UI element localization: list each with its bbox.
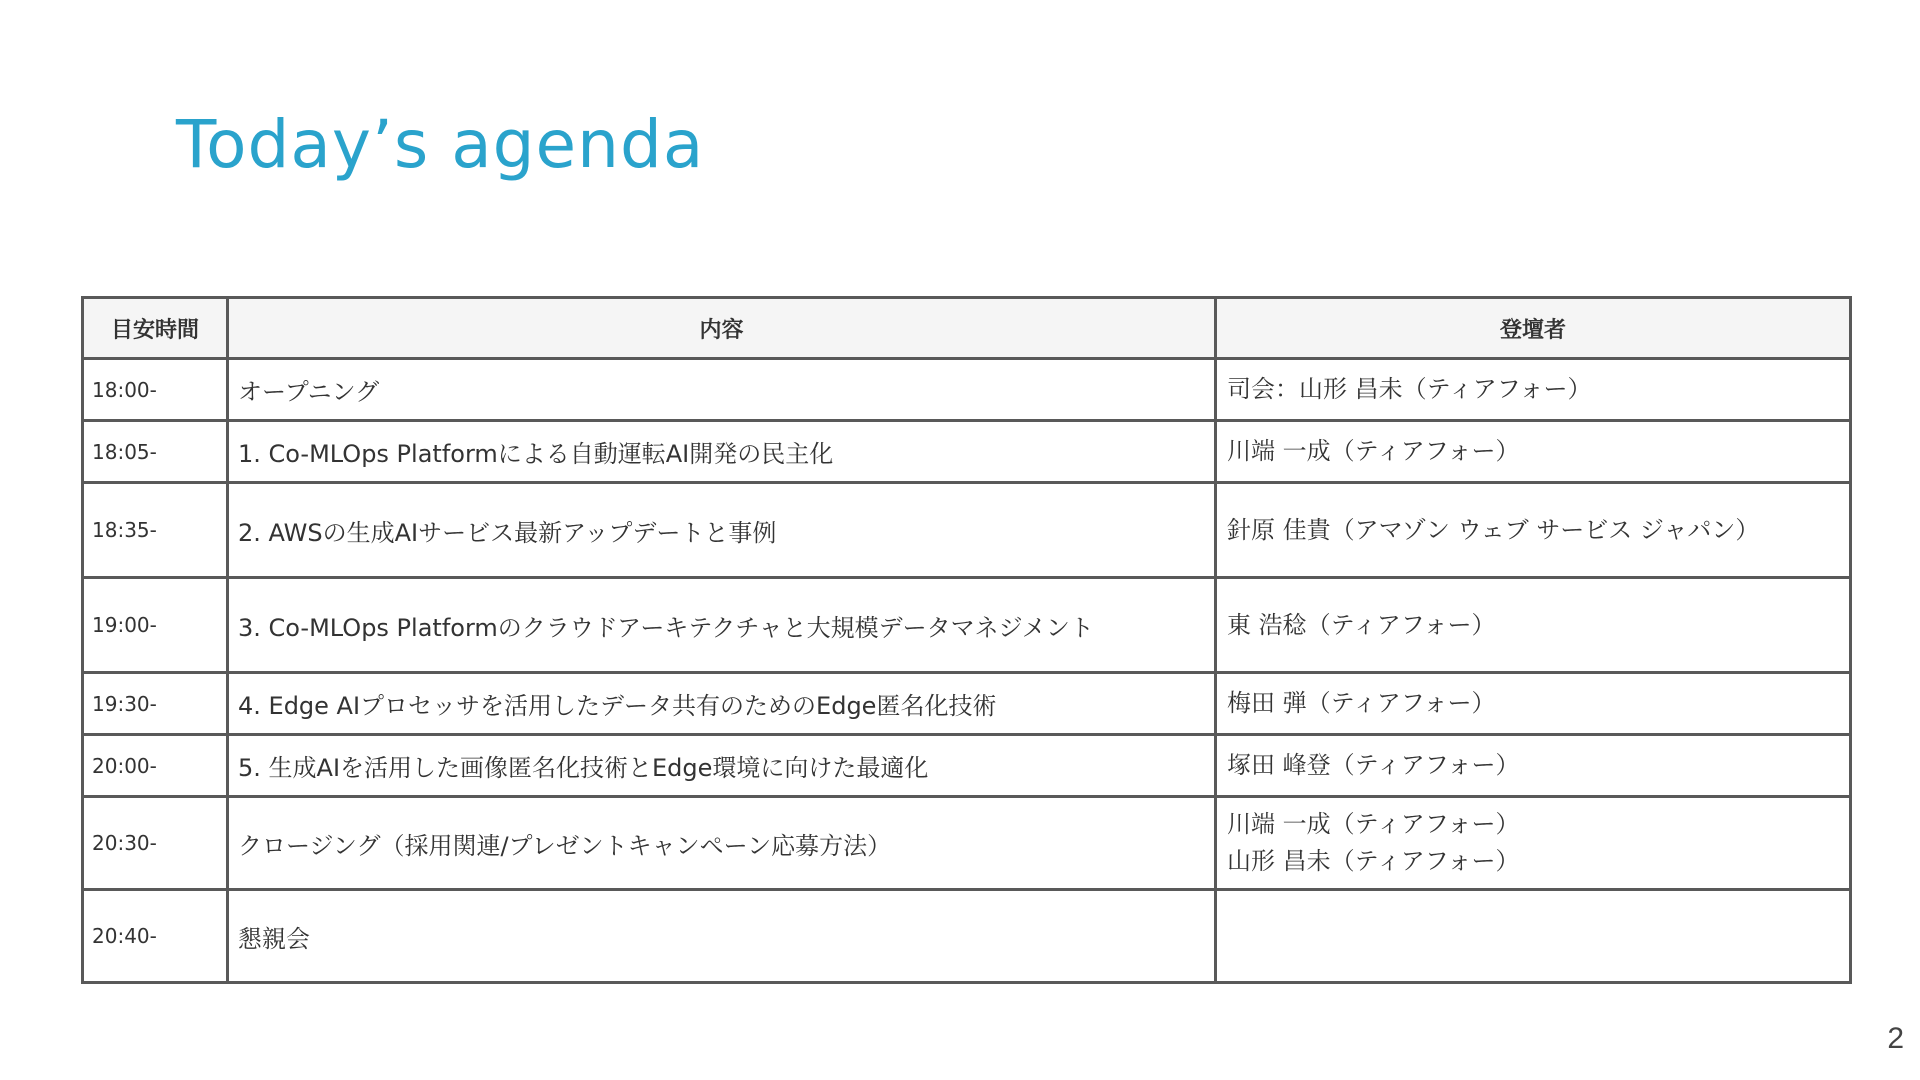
table-row (83, 797, 1851, 890)
table-row (83, 483, 1851, 578)
row-speaker (1216, 673, 1851, 735)
speaker-name: 司会：山形 昌未（ティアフォー） (1227, 375, 1592, 403)
header-content: 内容 (228, 298, 1216, 359)
speaker-name: 川端 一成（ティアフォー） (1227, 437, 1520, 465)
row-content: 2. AWSの生成AIサービス最新アップデートと事例 (228, 483, 1216, 578)
speaker-name: 東 浩稔（ティアフォー） (1227, 610, 1496, 639)
row-speaker (1216, 890, 1851, 983)
speaker-name: 山形 昌未（ティアフォー） (1227, 847, 1520, 875)
table-row (83, 359, 1851, 421)
row-time: 19:30- (83, 673, 228, 735)
row-time: 20:40- (83, 890, 228, 983)
speaker-name: 川端 一成（ティアフォー） (1227, 810, 1520, 838)
row-content: 5. 生成AIを活用した画像匿名化技術とEdge環境に向けた最適化 (228, 735, 1216, 797)
page-number: 2 (1887, 1022, 1904, 1055)
table-row (83, 673, 1851, 735)
row-content: 3. Co-MLOps Platformのクラウドアーキテクチャと大規模データマネジメント (228, 578, 1216, 673)
row-speaker (1216, 578, 1851, 673)
slide-title: Today’s agenda (176, 106, 705, 183)
speaker-name: 塚田 峰登（ティアフォー） (1227, 751, 1520, 779)
row-speaker (1216, 483, 1851, 578)
header-time: 目安時間 (83, 298, 228, 359)
speaker-name: 梅田 弾（ティアフォー） (1227, 689, 1496, 717)
row-speaker (1216, 359, 1851, 421)
table-row (83, 735, 1851, 797)
agenda-table (81, 296, 1852, 984)
row-content: オープニング (228, 359, 1216, 421)
row-content: 懇親会 (228, 890, 1216, 983)
table-row (83, 421, 1851, 483)
row-content: 1. Co-MLOps Platformによる自動運転AI開発の民主化 (228, 421, 1216, 483)
table-header-row (83, 298, 1851, 359)
row-time: 20:00- (83, 735, 228, 797)
row-time: 18:35- (83, 483, 228, 578)
row-time: 19:00- (83, 578, 228, 673)
row-time: 20:30- (83, 797, 228, 890)
table-row (83, 578, 1851, 673)
table-row (83, 890, 1851, 983)
speaker-name: 針原 佳貴（アマゾン ウェブ サービス ジャパン） (1227, 515, 1760, 544)
row-speaker (1216, 421, 1851, 483)
row-speaker (1216, 735, 1851, 797)
row-time: 18:05- (83, 421, 228, 483)
row-speaker (1216, 797, 1851, 890)
row-content: クロージング（採用関連/プレゼントキャンペーン応募方法） (228, 797, 1216, 890)
row-content: 4. Edge AIプロセッサを活用したデータ共有のためのEdge匿名化技術 (228, 673, 1216, 735)
row-time: 18:00- (83, 359, 228, 421)
header-speaker: 登壇者 (1216, 298, 1851, 359)
